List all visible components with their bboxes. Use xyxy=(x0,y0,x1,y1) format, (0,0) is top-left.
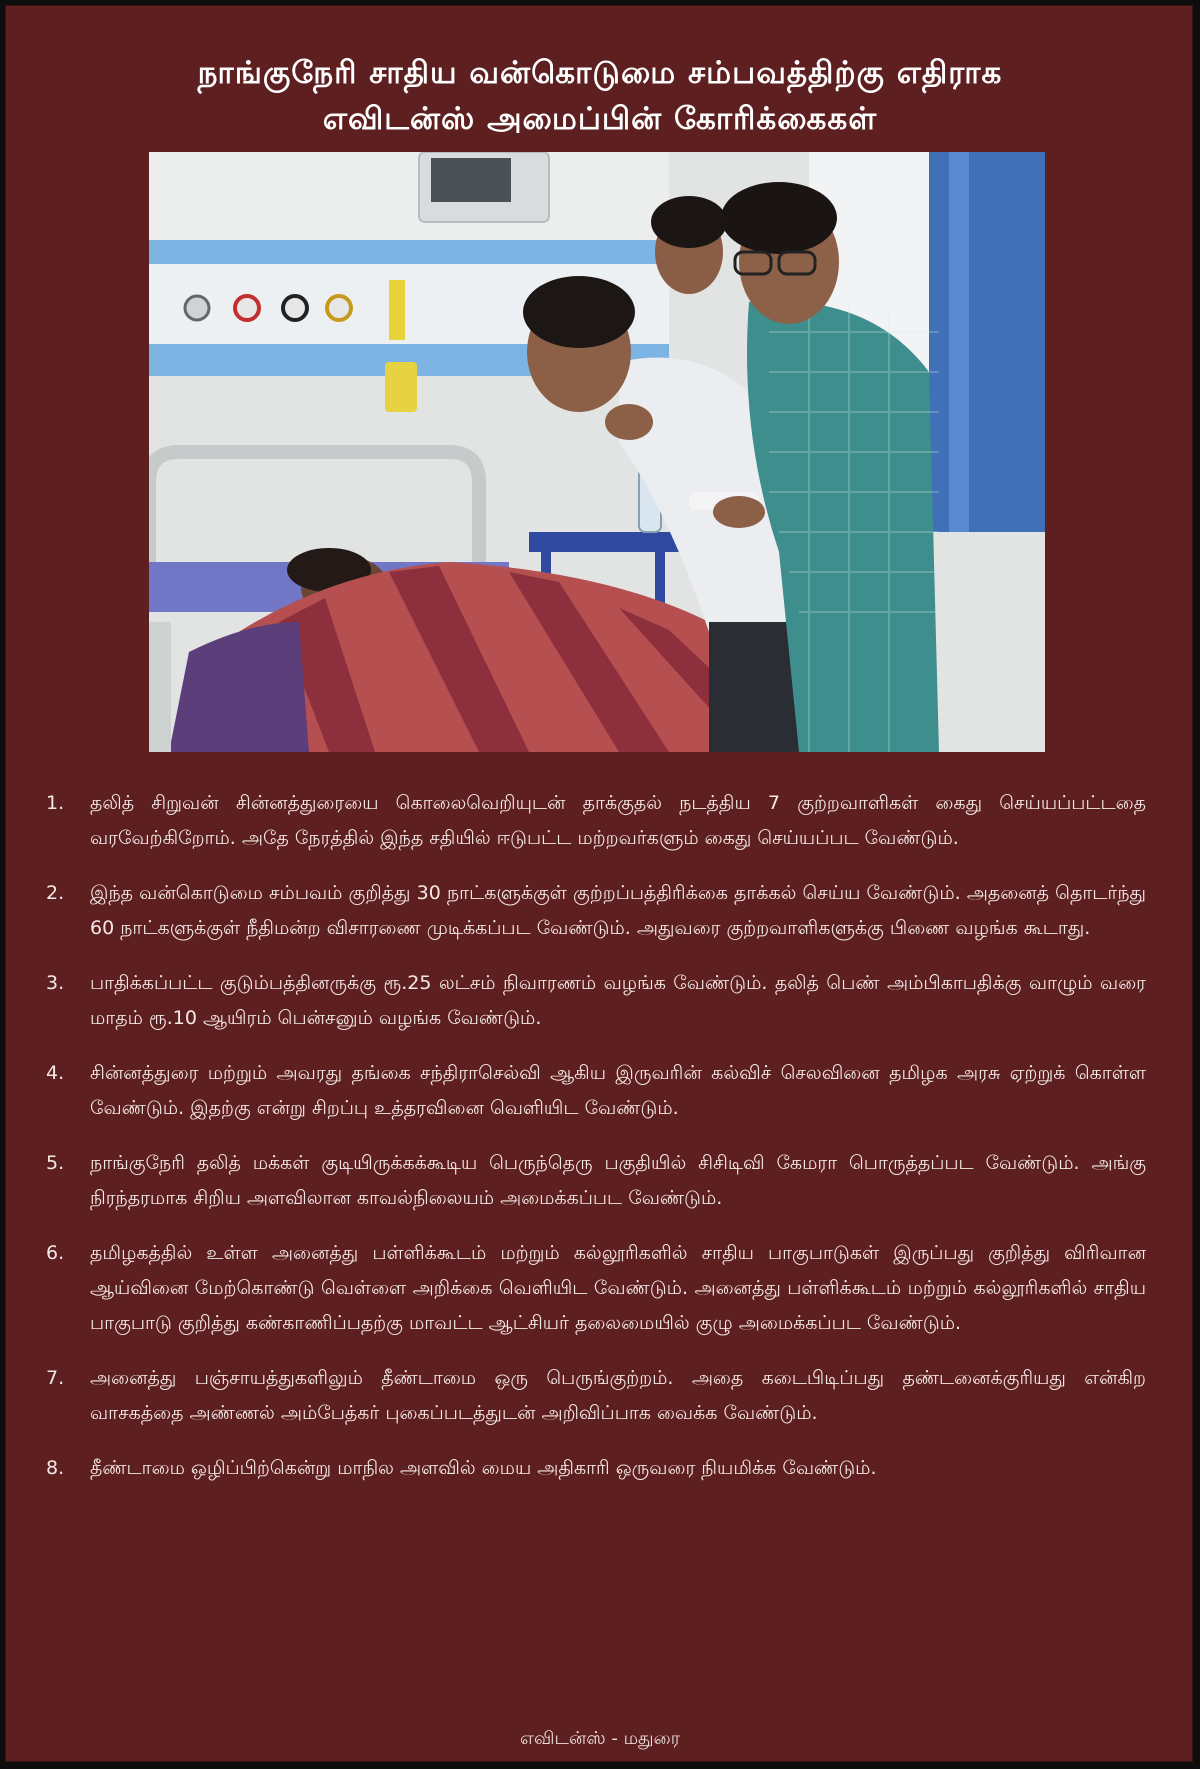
demand-text: தீண்டாமை ஒழிப்பிற்கென்று மாநில அளவில் மைய அதிகாரி ஒருவரை நியமிக்க வேண்டும். xyxy=(90,1457,877,1479)
demand-number: 7. xyxy=(46,1367,65,1389)
demand-item xyxy=(46,786,1146,856)
demand-item xyxy=(46,1236,1146,1341)
demand-number: 6. xyxy=(46,1242,65,1264)
demand-item xyxy=(46,966,1146,1036)
demand-number: 4. xyxy=(46,1062,65,1084)
demand-number: 5. xyxy=(46,1152,65,1174)
demand-item xyxy=(46,1146,1146,1216)
demand-item xyxy=(46,1056,1146,1126)
demand-text: நாங்குநேரி தலித் மக்கள் குடியிருக்கக்கூடிய பெருந்தெரு பகுதியில் சிசிடிவி கேமரா பொருத்தப்பட வேண்டும். அங்கு நிரந்தரமாக சிறிய அளவிலான காவல்நிலையம் அமைக்கப்பட வேண்டும். xyxy=(90,1152,1146,1209)
demands-list xyxy=(46,786,1146,1506)
demand-text: இந்த வன்கொடுமை சம்பவம் குறித்து 30 நாட்களுக்குள் குற்றப்பத்திரிக்கை தாக்கல் செய்ய வேண்டும். அதனைத் தொடர்ந்து 60 நாட்களுக்குள் நீதிமன்ற விசாரணை முடிக்கப்பட வேண்டும். அதுவரை குற்றவாளிகளுக்கு பிணை வழங்க கூடாது. xyxy=(90,882,1146,939)
demand-text: அனைத்து பஞ்சாயத்துகளிலும் தீண்டாமை ஒரு பெருங்குற்றம். அதை கடைபிடிப்பது தண்டனைக்குரியது என்கிற வாசகத்தை அண்ணல் அம்பேத்கர் புகைப்படத்துடன் அறிவிப்பாக வைக்க வேண்டும். xyxy=(90,1367,1146,1424)
demand-text: சின்னத்துரை மற்றும் அவரது தங்கை சந்திராசெல்வி ஆகிய இருவரின் கல்விச் செலவினை தமிழக அரசு ஏற்றுக் கொள்ள வேண்டும். இதற்கு என்று சிறப்பு உத்தரவினை வெளியிட வேண்டும். xyxy=(90,1062,1146,1119)
demand-number: 3. xyxy=(46,972,65,994)
title-line-1: நாங்குநேரி சாதிய வன்கொடுமை சம்பவத்திற்கு எதிராக xyxy=(197,55,1003,91)
demand-item xyxy=(46,1361,1146,1431)
demand-number: 8. xyxy=(46,1457,65,1479)
demand-text: தலித் சிறுவன் சின்னத்துரையை கொலைவெறியுடன் தாக்குதல் நடத்திய 7 குற்றவாளிகள் கைது செய்யப்பட்டதை வரவேற்கிறோம். அதே நேரத்தில் இந்த சதியில் ஈடுபட்ட மற்றவர்களும் கைது செய்யப்பட வேண்டும். xyxy=(90,792,1146,849)
footer-signature: எவிடன்ஸ் - மதுரை xyxy=(519,1728,680,1749)
demand-item xyxy=(46,1451,1146,1486)
demand-text: தமிழகத்தில் உள்ள அனைத்து பள்ளிக்கூடம் மற்றும் கல்லூரிகளில் சாதிய பாகுபாடுகள் இருப்பது குறித்து விரிவான ஆய்வினை மேற்கொண்டு வெள்ளை அறிக்கை வெளியிட வேண்டும். அனைத்து பள்ளிக்கூடம் மற்றும் கல்லூரிகளில் சாதிய பாகுபாடு குறித்து கண்காணிப்பதற்கு மாவட்ட ஆட்சியர் தலைமையில் குழு அமைக்கப்பட வேண்டும். xyxy=(90,1242,1146,1334)
poster-page xyxy=(5,5,1193,1762)
demand-number: 1. xyxy=(46,792,65,814)
title-line-2: எவிடன்ஸ் அமைப்பின் கோரிக்கைகள் xyxy=(322,101,878,137)
demand-text: பாதிக்கப்பட்ட குடும்பத்தினருக்கு ரூ.25 லட்சம் நிவாரணம் வழங்க வேண்டும். தலித் பெண் அம்பிகாபதிக்கு வாழும் வரை மாதம் ரூ.10 ஆயிரம் பென்சனும் வழங்க வேண்டும். xyxy=(90,972,1146,1029)
demand-item xyxy=(46,876,1146,946)
hospital-visit-photo xyxy=(149,152,1045,752)
page-title xyxy=(46,50,1154,142)
demand-number: 2. xyxy=(46,882,65,904)
